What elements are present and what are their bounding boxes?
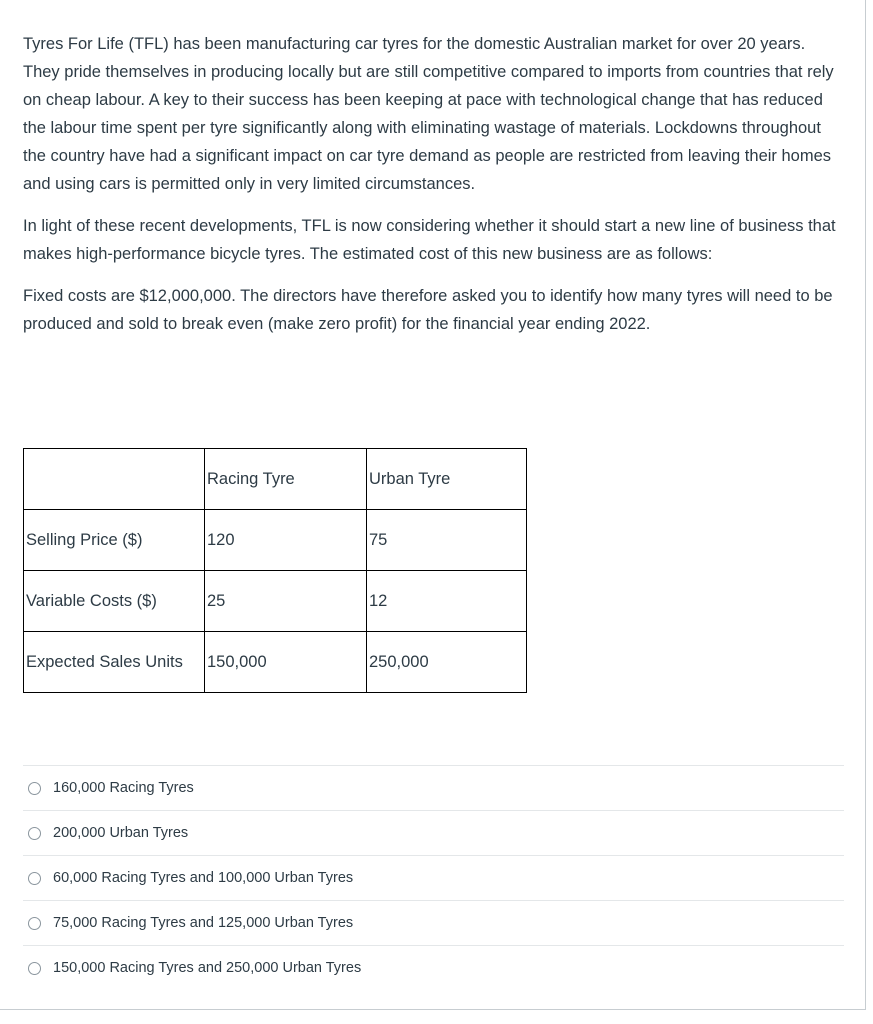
answer-label: 200,000 Urban Tyres xyxy=(53,825,189,841)
table-cell-label: Expected Sales Units xyxy=(24,632,205,693)
question-paragraph-3: Fixed costs are $12,000,000. The directors have therefore asked you to identify how many tyres will need to be produced and sold to break even (make zero profit) for the financial year ending 2022. xyxy=(23,287,833,333)
radio-button[interactable] xyxy=(28,872,41,885)
answer-label: 60,000 Racing Tyres and 100,000 Urban Tyres xyxy=(53,870,354,886)
question-paragraph-1: Tyres For Life (TFL) has been manufacturing car tyres for the domestic Australian market for over 20 years. They pride themselves in producing locally but are still competitive compared to imports from countries that rely on cheap labour. A key to their success has been keeping at pace with technological change that has reduced the labour time spent per tyre significantly along with eliminating wastage of materials. Lockdowns throughout the country have had a significant impact on car tyre demand as people are restricted from leaving their homes and using cars is permitted only in very limited circumstances. xyxy=(23,35,834,193)
answer-option-4[interactable] xyxy=(23,900,844,945)
answer-label: 160,000 Racing Tyres xyxy=(53,780,194,796)
radio-button[interactable] xyxy=(28,782,41,795)
table-row xyxy=(24,632,527,693)
table-header-racing: Racing Tyre xyxy=(205,449,367,510)
question-text xyxy=(23,30,845,352)
table-cell: 25 xyxy=(205,571,367,632)
table-cell-label: Variable Costs ($) xyxy=(24,571,205,632)
table-header-urban: Urban Tyre xyxy=(367,449,527,510)
radio-button[interactable] xyxy=(28,917,41,930)
radio-button[interactable] xyxy=(28,827,41,840)
radio-button[interactable] xyxy=(28,962,41,975)
cost-table xyxy=(23,448,527,693)
table-cell: 120 xyxy=(205,510,367,571)
table-row xyxy=(24,510,527,571)
question-paragraph-2: In light of these recent developments, TFL is now considering whether it should start a new line of business that makes high-performance bicycle tyres. The estimated cost of this new business are as follows: xyxy=(23,217,836,263)
table-row xyxy=(24,571,527,632)
table-cell: 150,000 xyxy=(205,632,367,693)
answer-option-5[interactable] xyxy=(23,945,844,990)
answer-option-1[interactable] xyxy=(23,765,844,810)
answer-option-2[interactable] xyxy=(23,810,844,855)
table-cell-label: Selling Price ($) xyxy=(24,510,205,571)
answer-label: 150,000 Racing Tyres and 250,000 Urban Tyres xyxy=(53,960,362,976)
table-cell: 250,000 xyxy=(367,632,527,693)
table-header-cell xyxy=(24,449,205,510)
answer-list xyxy=(23,765,844,990)
table-cell: 12 xyxy=(367,571,527,632)
table-header-row xyxy=(24,449,527,510)
table-cell: 75 xyxy=(367,510,527,571)
answer-label: 75,000 Racing Tyres and 125,000 Urban Tyres xyxy=(53,915,354,931)
answer-option-3[interactable] xyxy=(23,855,844,900)
